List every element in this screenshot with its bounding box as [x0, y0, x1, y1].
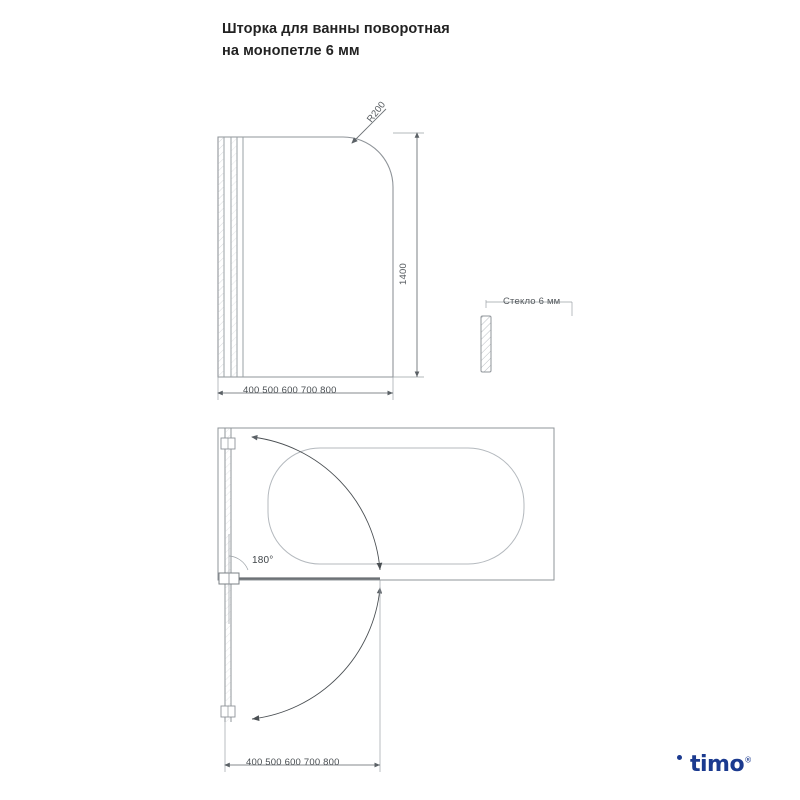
front-panel-outline [218, 137, 393, 377]
radius-label: R200 [365, 99, 389, 125]
glass-section-detail [481, 300, 572, 372]
angle-label: 180° [252, 555, 274, 566]
glass-section-rect [481, 316, 491, 372]
brand-name: timo [690, 752, 745, 777]
bathtub-bowl [268, 448, 524, 564]
logo-dot [677, 755, 682, 760]
height-label: 1400 [398, 263, 409, 285]
front-width-label: 400 500 600 700 800 [243, 385, 337, 396]
brand-logo [690, 752, 752, 777]
front-view-group [218, 109, 424, 400]
brand-mark: ® [744, 755, 752, 765]
top-view-group [218, 428, 554, 772]
top-width-label: 400 500 600 700 800 [246, 757, 340, 768]
glass-thickness-label: Стекло 6 мм [503, 296, 561, 307]
title-line-2: на монопетле 6 мм [222, 43, 360, 59]
swing-arc-lower [252, 588, 380, 719]
title-line-1: Шторка для ванны поворотная [222, 21, 450, 37]
